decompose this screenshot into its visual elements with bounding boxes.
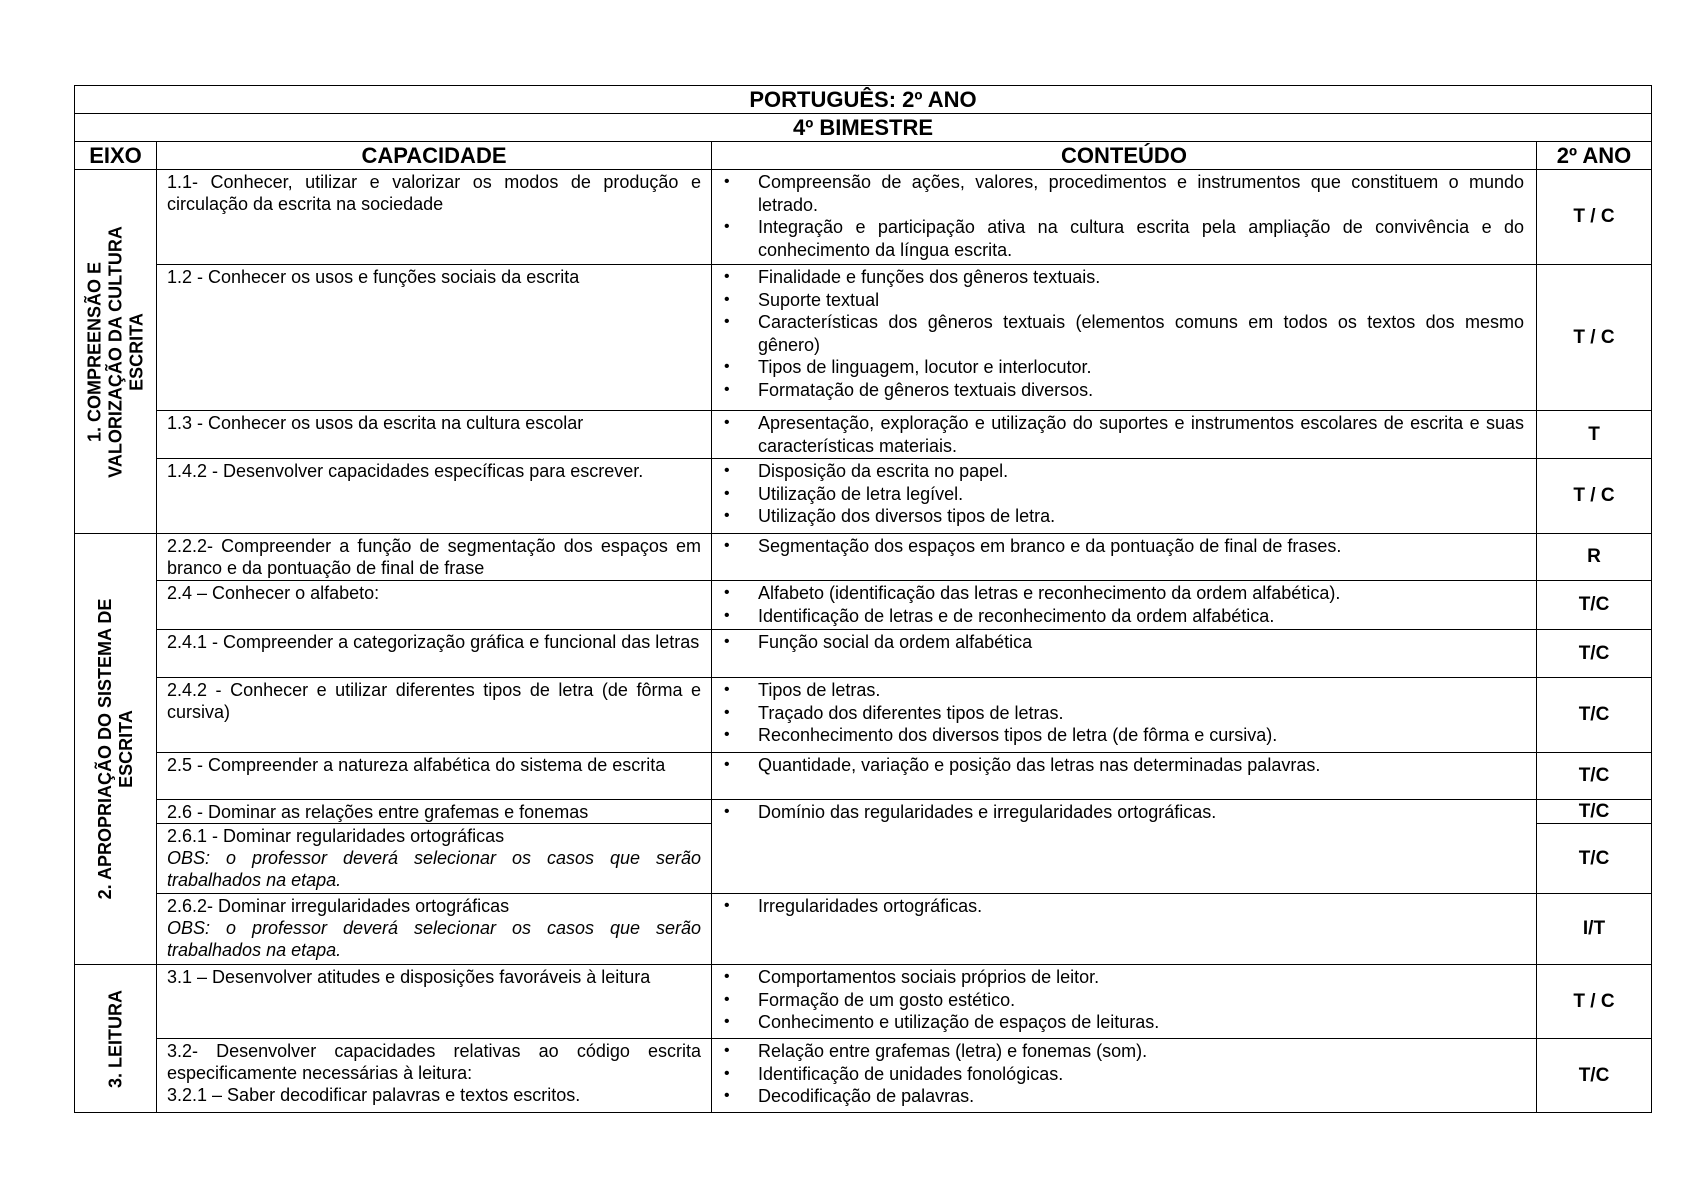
capacidade-cell: 1.2 - Conhecer os usos e funções sociais da escrita	[157, 265, 712, 411]
table-row	[75, 534, 1652, 581]
table-row	[75, 678, 1652, 753]
conteudo-cell	[712, 534, 1537, 581]
ano-cell: T/C	[1537, 678, 1652, 753]
table-row	[75, 581, 1652, 630]
conteudo-cell	[712, 678, 1537, 753]
table-subtitle: 4º BIMESTRE	[75, 114, 1652, 142]
conteudo-item: • Identificação de letras e de reconhecimento da ordem alfabética.	[758, 605, 1524, 628]
capacidade-cell: 2.4.1 - Compreender a categorização gráfica e funcional das letras	[157, 630, 712, 678]
conteudo-item: • Finalidade e funções dos gêneros textuais.	[758, 266, 1524, 289]
ano-cell: T/C	[1537, 753, 1652, 800]
table-row	[75, 965, 1652, 1039]
capacidade-text: 3.2- Desenvolver capacidades relativas ao código escrita especificamente necessárias à leitura:	[167, 1041, 701, 1083]
conteudo-item: • Tipos de linguagem, locutor e interlocutor.	[758, 356, 1524, 379]
curriculum-document	[74, 85, 1651, 1113]
ano-cell: T/C	[1537, 581, 1652, 630]
conteudo-item: • Quantidade, variação e posição das letras nas determinadas palavras.	[758, 754, 1524, 777]
conteudo-item: • Integração e participação ativa na cultura escrita pela ampliação de convivência e do conhecimento da língua escrita.	[758, 216, 1524, 261]
capacidade-cell	[157, 824, 712, 894]
table-row	[75, 459, 1652, 534]
conteudo-item: • Tipos de letras.	[758, 679, 1524, 702]
table-row	[75, 800, 1652, 824]
title-row	[75, 86, 1652, 114]
conteudo-item: • Decodificação de palavras.	[758, 1085, 1524, 1108]
conteudo-cell	[712, 411, 1537, 459]
capacidade-text: 2.6.1 - Dominar regularidades ortográficas	[167, 826, 505, 846]
ano-cell: T/C	[1537, 800, 1652, 824]
conteudo-item: • Utilização de letra legível.	[758, 483, 1524, 506]
table-row	[75, 265, 1652, 411]
ano-cell: T/C	[1537, 824, 1652, 894]
conteudo-item: • Apresentação, exploração e utilização do suportes e instrumentos escolares de escrita e suas características materiais.	[758, 412, 1524, 457]
capacidade-cell: 2.2.2- Compreender a função de segmentação dos espaços em branco e da pontuação de final de frase	[157, 534, 712, 581]
ano-cell: R	[1537, 534, 1652, 581]
header-conteudo: CONTEÚDO	[712, 142, 1537, 170]
table-title: PORTUGUÊS: 2º ANO	[75, 86, 1652, 114]
conteudo-cell	[712, 1039, 1537, 1113]
obs-note: OBS: o professor deverá selecionar os casos que serão trabalhados na etapa.	[167, 848, 701, 890]
conteudo-item: • Domínio das regularidades e irregularidades ortográficas.	[758, 801, 1524, 824]
header-capacidade: CAPACIDADE	[157, 142, 712, 170]
ano-cell: T	[1537, 411, 1652, 459]
ano-cell: T / C	[1537, 265, 1652, 411]
obs-note: OBS: o professor deverá selecionar os casos que serão trabalhados na etapa.	[167, 918, 701, 960]
table-row	[75, 630, 1652, 678]
subtitle-row	[75, 114, 1652, 142]
table-row	[75, 1039, 1652, 1113]
conteudo-item: • Características dos gêneros textuais (elementos comuns em todos os textos dos mesmo gênero)	[758, 311, 1524, 356]
curriculum-table	[74, 85, 1652, 1113]
eixo-cell-1	[75, 170, 157, 534]
conteudo-item: • Traçado dos diferentes tipos de letras.	[758, 702, 1524, 725]
capacidade-cell	[157, 1039, 712, 1113]
capacidade-cell: 2.4.2 - Conhecer e utilizar diferentes tipos de letra (de fôrma e cursiva)	[157, 678, 712, 753]
ano-cell: T/C	[1537, 1039, 1652, 1113]
eixo-label-1	[84, 226, 147, 478]
eixo-label-line: ESCRITA	[115, 710, 136, 788]
header-row	[75, 142, 1652, 170]
conteudo-item: • Identificação de unidades fonológicas.	[758, 1063, 1524, 1086]
conteudo-item: • Compreensão de ações, valores, procedimentos e instrumentos que constituem o mundo letrado.	[758, 171, 1524, 216]
conteudo-cell	[712, 170, 1537, 265]
eixo-cell-2	[75, 534, 157, 965]
capacidade-cell: 1.1- Conhecer, utilizar e valorizar os modos de produção e circulação da escrita na sociedade	[157, 170, 712, 265]
conteudo-cell	[712, 581, 1537, 630]
conteudo-item: • Segmentação dos espaços em branco e da pontuação de final de frases.	[758, 535, 1524, 558]
conteudo-item: • Formatação de gêneros textuais diversos.	[758, 379, 1524, 402]
table-row	[75, 170, 1652, 265]
capacidade-subitem: 3.2.1 – Saber decodificar palavras e textos escritos.	[167, 1085, 581, 1105]
table-row	[75, 411, 1652, 459]
ano-cell: T/C	[1537, 630, 1652, 678]
conteudo-item: • Disposição da escrita no papel.	[758, 460, 1524, 483]
eixo-label-3	[105, 989, 126, 1087]
ano-cell: I/T	[1537, 894, 1652, 965]
conteudo-cell	[712, 630, 1537, 678]
conteudo-cell	[712, 894, 1537, 965]
capacidade-cell: 1.3 - Conhecer os usos da escrita na cultura escolar	[157, 411, 712, 459]
conteudo-item: • Comportamentos sociais próprios de leitor.	[758, 966, 1524, 989]
ano-cell: T / C	[1537, 459, 1652, 534]
capacidade-text: 2.6.2- Dominar irregularidades ortográficas	[167, 896, 510, 916]
eixo-label-line: VALORIZAÇÃO DA CULTURA	[105, 225, 125, 478]
conteudo-cell	[712, 965, 1537, 1039]
eixo-label-line: 2. APROPRIAÇÃO DO SISTEMA DE	[94, 598, 115, 900]
conteudo-item: • Conhecimento e utilização de espaços de leituras.	[758, 1011, 1524, 1034]
eixo-cell-3	[75, 965, 157, 1113]
eixo-label-line: ESCRITA	[126, 312, 146, 391]
conteudo-item: • Função social da ordem alfabética	[758, 631, 1524, 654]
conteudo-item: • Alfabeto (identificação das letras e reconhecimento da ordem alfabética).	[758, 582, 1524, 605]
capacidade-cell: 2.5 - Compreender a natureza alfabética do sistema de escrita	[157, 753, 712, 800]
conteudo-cell	[712, 265, 1537, 411]
capacidade-cell: 2.6 - Dominar as relações entre grafemas e fonemas	[157, 800, 712, 824]
eixo-label-2	[95, 599, 137, 900]
table-row	[75, 753, 1652, 800]
conteudo-cell	[712, 753, 1537, 800]
capacidade-cell	[157, 894, 712, 965]
header-eixo: EIXO	[75, 142, 157, 170]
conteudo-cell	[712, 459, 1537, 534]
conteudo-item: • Formação de um gosto estético.	[758, 989, 1524, 1012]
ano-cell: T / C	[1537, 965, 1652, 1039]
table-row	[75, 894, 1652, 965]
ano-cell: T / C	[1537, 170, 1652, 265]
conteudo-item: • Utilização dos diversos tipos de letra.	[758, 505, 1524, 528]
eixo-label-line: 3. LEITURA	[105, 989, 125, 1088]
conteudo-cell	[712, 800, 1537, 894]
conteudo-item: • Relação entre grafemas (letra) e fonemas (som).	[758, 1040, 1524, 1063]
capacidade-cell: 1.4.2 - Desenvolver capacidades específicas para escrever.	[157, 459, 712, 534]
capacidade-cell: 2.4 – Conhecer o alfabeto:	[157, 581, 712, 630]
conteudo-item: • Suporte textual	[758, 289, 1524, 312]
eixo-label-line: 1. COMPREENSÃO E	[84, 261, 104, 442]
conteudo-item: • Irregularidades ortográficas.	[758, 895, 1524, 918]
header-ano: 2º ANO	[1537, 142, 1652, 170]
conteudo-item: • Reconhecimento dos diversos tipos de letra (de fôrma e cursiva).	[758, 724, 1524, 747]
capacidade-cell: 3.1 – Desenvolver atitudes e disposições favoráveis à leitura	[157, 965, 712, 1039]
